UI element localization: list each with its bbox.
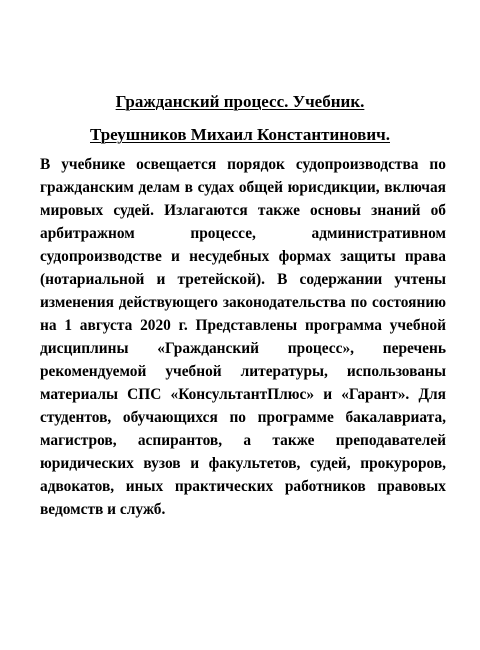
book-author: Треушников Михаил Константинович. [90, 125, 390, 144]
book-description: В учебнике освещается порядок судопроизводства по гражданским делам в судах общей юрисдикции, включая мировых судей. Излагаются также основы знаний об арбитражном процессе, административном судопроизводстве и несудебных формах защиты права (нотариальной и третейской). В содержании учтены изменения действующего законодательства по состоянию на 1 августа 2020 г. Представлены программа учебной дисциплины «Гражданский процесс», перечень рекомендуемой учебной литературы, использованы материалы СПС «КонсультантПлюс» и «Гарант». Для студентов, обучающихся по программе бакалавриата, магистров, аспирантов, а также преподавателей юридических вузов и факультетов, судей, прокуроров, адвокатов, иных практических работников правовых ведомств и служб. [40, 156, 446, 518]
book-title: Гражданский процесс. Учебник. [115, 92, 365, 111]
